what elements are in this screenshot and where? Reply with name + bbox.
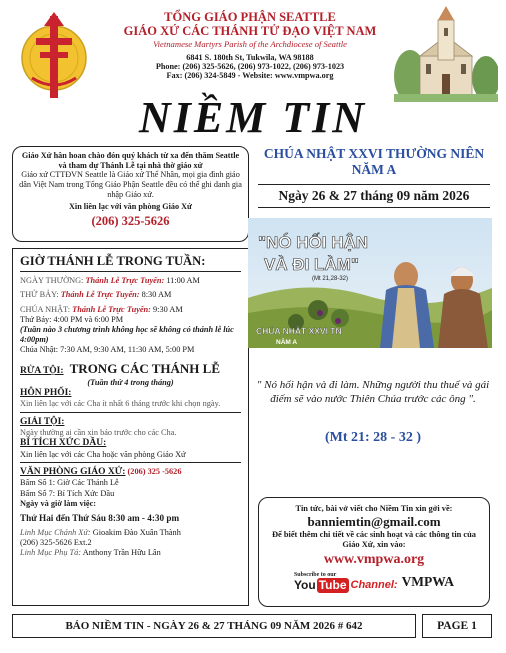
news-submit-text: Tin tức, bài vở viết cho Niềm Tin xin gởi về: xyxy=(295,504,453,513)
sunday-times: Chúa Nhật: 7:30 AM, 9:30 AM, 11:30 AM, 5:00 PM xyxy=(20,345,195,355)
news-email[interactable]: banniemtin@gmail.com xyxy=(307,514,441,530)
gospel-reference: (Mt 21: 28 - 32 ) xyxy=(324,430,422,445)
youtube-icon: You Tube Channel: xyxy=(293,578,398,593)
art-title-line2: VÀ ĐI LÀM" xyxy=(264,255,359,274)
anointing-label: BÍ TÍCH XỨC DẦU: xyxy=(20,438,107,449)
confession-text: Ngày thường ai cần xin báo trước cho các Cha. xyxy=(20,428,177,438)
welcome-phone: (206) 325-5626 xyxy=(91,214,170,229)
parish-name-english: Vietnamese Martyrs Parish of the Archdiocese of Seattle xyxy=(153,39,347,49)
issue-date: Ngày 26 & 27 tháng 09 năm 2026 xyxy=(258,184,490,208)
parish-name: GIÁO XỨ CÁC THÁNH TỬ ĐẠO VIỆT NAM xyxy=(123,24,377,38)
newsletter-title: NIỀM TIN xyxy=(138,93,368,142)
art-caption-line1: CHÚA NHẬT XXVI TN xyxy=(256,326,342,336)
news-box xyxy=(258,497,490,607)
gospel-quote: " Nó hối hận và đi làm. Những người thu thuế và gái điếm sẽ vào nước Thiên Chúa trước các ông ". xyxy=(256,379,490,406)
parish-phone: Phone: (206) 325-5626, (206) 973-1022, (206) 973-1023 xyxy=(155,61,345,71)
welcome-heading: Giáo Xứ hân hoan chào đón quý khách từ xa đến thăm Seattle và tham dự Thánh Lễ tại nhà thờ giáo xứ xyxy=(21,151,240,170)
confession-label: GIẢI TỘI: xyxy=(20,416,65,427)
news-website[interactable]: www.vmpwa.org xyxy=(323,551,425,567)
art-caption-line2: NĂM A xyxy=(276,339,298,346)
anointing-text: Xin liên lạc với các Cha hoặc văn phòng Giáo Xứ xyxy=(20,449,186,459)
mass-heading: GIỜ THÁNH LỄ TRONG TUẦN: xyxy=(20,254,241,272)
art-title-line1: "NÓ HỐI HẬN xyxy=(258,233,369,252)
news-info-text: Để biết thêm chi tiết về các sinh hoạt và các thông tin của Giáo Xứ, xin vào: xyxy=(271,529,476,549)
welcome-contact: Xin liên lạc với văn phòng Giáo Xứ xyxy=(69,202,192,212)
divider xyxy=(20,412,241,413)
page-number: PAGE 1 xyxy=(422,614,492,638)
baptism-section: RỬA TỘI: TRONG CÁC THÁNH LỄ xyxy=(20,361,221,377)
baptism-schedule: (Tuần thứ 4 trong tháng) xyxy=(87,377,174,387)
youtube-subscribe-text: Subscribe to our xyxy=(293,571,337,578)
mass-schedule-box xyxy=(12,248,249,606)
parish-logo xyxy=(14,8,94,102)
weekday-mass: NGÀY THƯỜNG: Thánh Lễ Trực Tuyến: 11:00 AM xyxy=(20,276,200,286)
mass-note: (Tuần nào 3 chương trình không học sẽ không có thánh lễ lúc 4:00pm) xyxy=(20,324,234,344)
office-ext-1: Bấm Số 1: Giờ Các Thánh Lễ xyxy=(20,478,119,488)
art-small-text: (Mt 21,28-32) xyxy=(312,276,349,282)
sunday-mass: CHÚA NHẬT: Thánh Lễ Trực Tuyến: 9:30 AM xyxy=(20,304,183,314)
liturgical-sunday: CHÚA NHẬT XXVI THƯỜNG NIÊN NĂM A xyxy=(263,146,485,177)
office-ext-7: Bấm Số 7: Bí Tích Xức Dầu xyxy=(20,488,115,498)
pastor: Linh Mục Chánh Xứ: Gioakim Đào Xuân Thành xyxy=(20,528,181,537)
pastor-phone: (206) 325-5626 Ext.2 xyxy=(20,538,92,548)
office-hours-label: Ngày và giờ làm việc: xyxy=(20,498,97,508)
youtube-channel-name: VMPWA xyxy=(401,574,455,590)
gospel-illustration xyxy=(248,218,492,348)
marriage-text: Xin liên lạc với các Cha ít nhất 6 tháng trước khi chọn ngày. xyxy=(20,399,221,409)
footer-issue: BÁO NIỀM TIN - NGÀY 26 & 27 THÁNG 09 NĂM 2026 # 642 xyxy=(12,614,416,638)
church-illustration xyxy=(394,6,498,102)
divider xyxy=(20,462,241,463)
parish-fax-website: Fax: (206) 324-5849 - Website: www.vmpwa.org xyxy=(166,71,334,80)
saturday-mass: THỨ BẢY: Thánh Lễ Trực Tuyến: 8:30 AM xyxy=(20,290,172,300)
parish-header xyxy=(100,10,400,80)
archdiocese-name: TỔNG GIÁO PHẬN SEATTLE xyxy=(164,10,336,24)
marriage-label: HÔN PHỐI: xyxy=(20,387,72,398)
parish-address: 6841 S. 180th St, Tukwila, WA 98188 xyxy=(186,52,314,62)
associate-pastor: Linh Mục Phụ Tá: Anthony Trần Hữu Lân xyxy=(20,548,161,558)
office-section: VĂN PHÒNG GIÁO XỨ: (206) 325 -5626 xyxy=(20,466,182,477)
welcome-text: Giáo xứ CTTĐVN Seattle là Giáo xứ Thể Nhân, mọi gia đình giáo dân Việt Nam trong Tổng Giáo Phận Seattle đều có thể ghi danh gia nhập Giáo xứ. xyxy=(19,170,242,199)
youtube-channel[interactable] xyxy=(265,572,483,593)
saturday-times: Thứ Bảy: 4:00 PM và 6:00 PM xyxy=(20,314,124,324)
office-hours: Thứ Hai đến Thứ Sáu 8:30 am - 4:30 pm xyxy=(20,512,180,523)
welcome-box xyxy=(12,146,249,242)
